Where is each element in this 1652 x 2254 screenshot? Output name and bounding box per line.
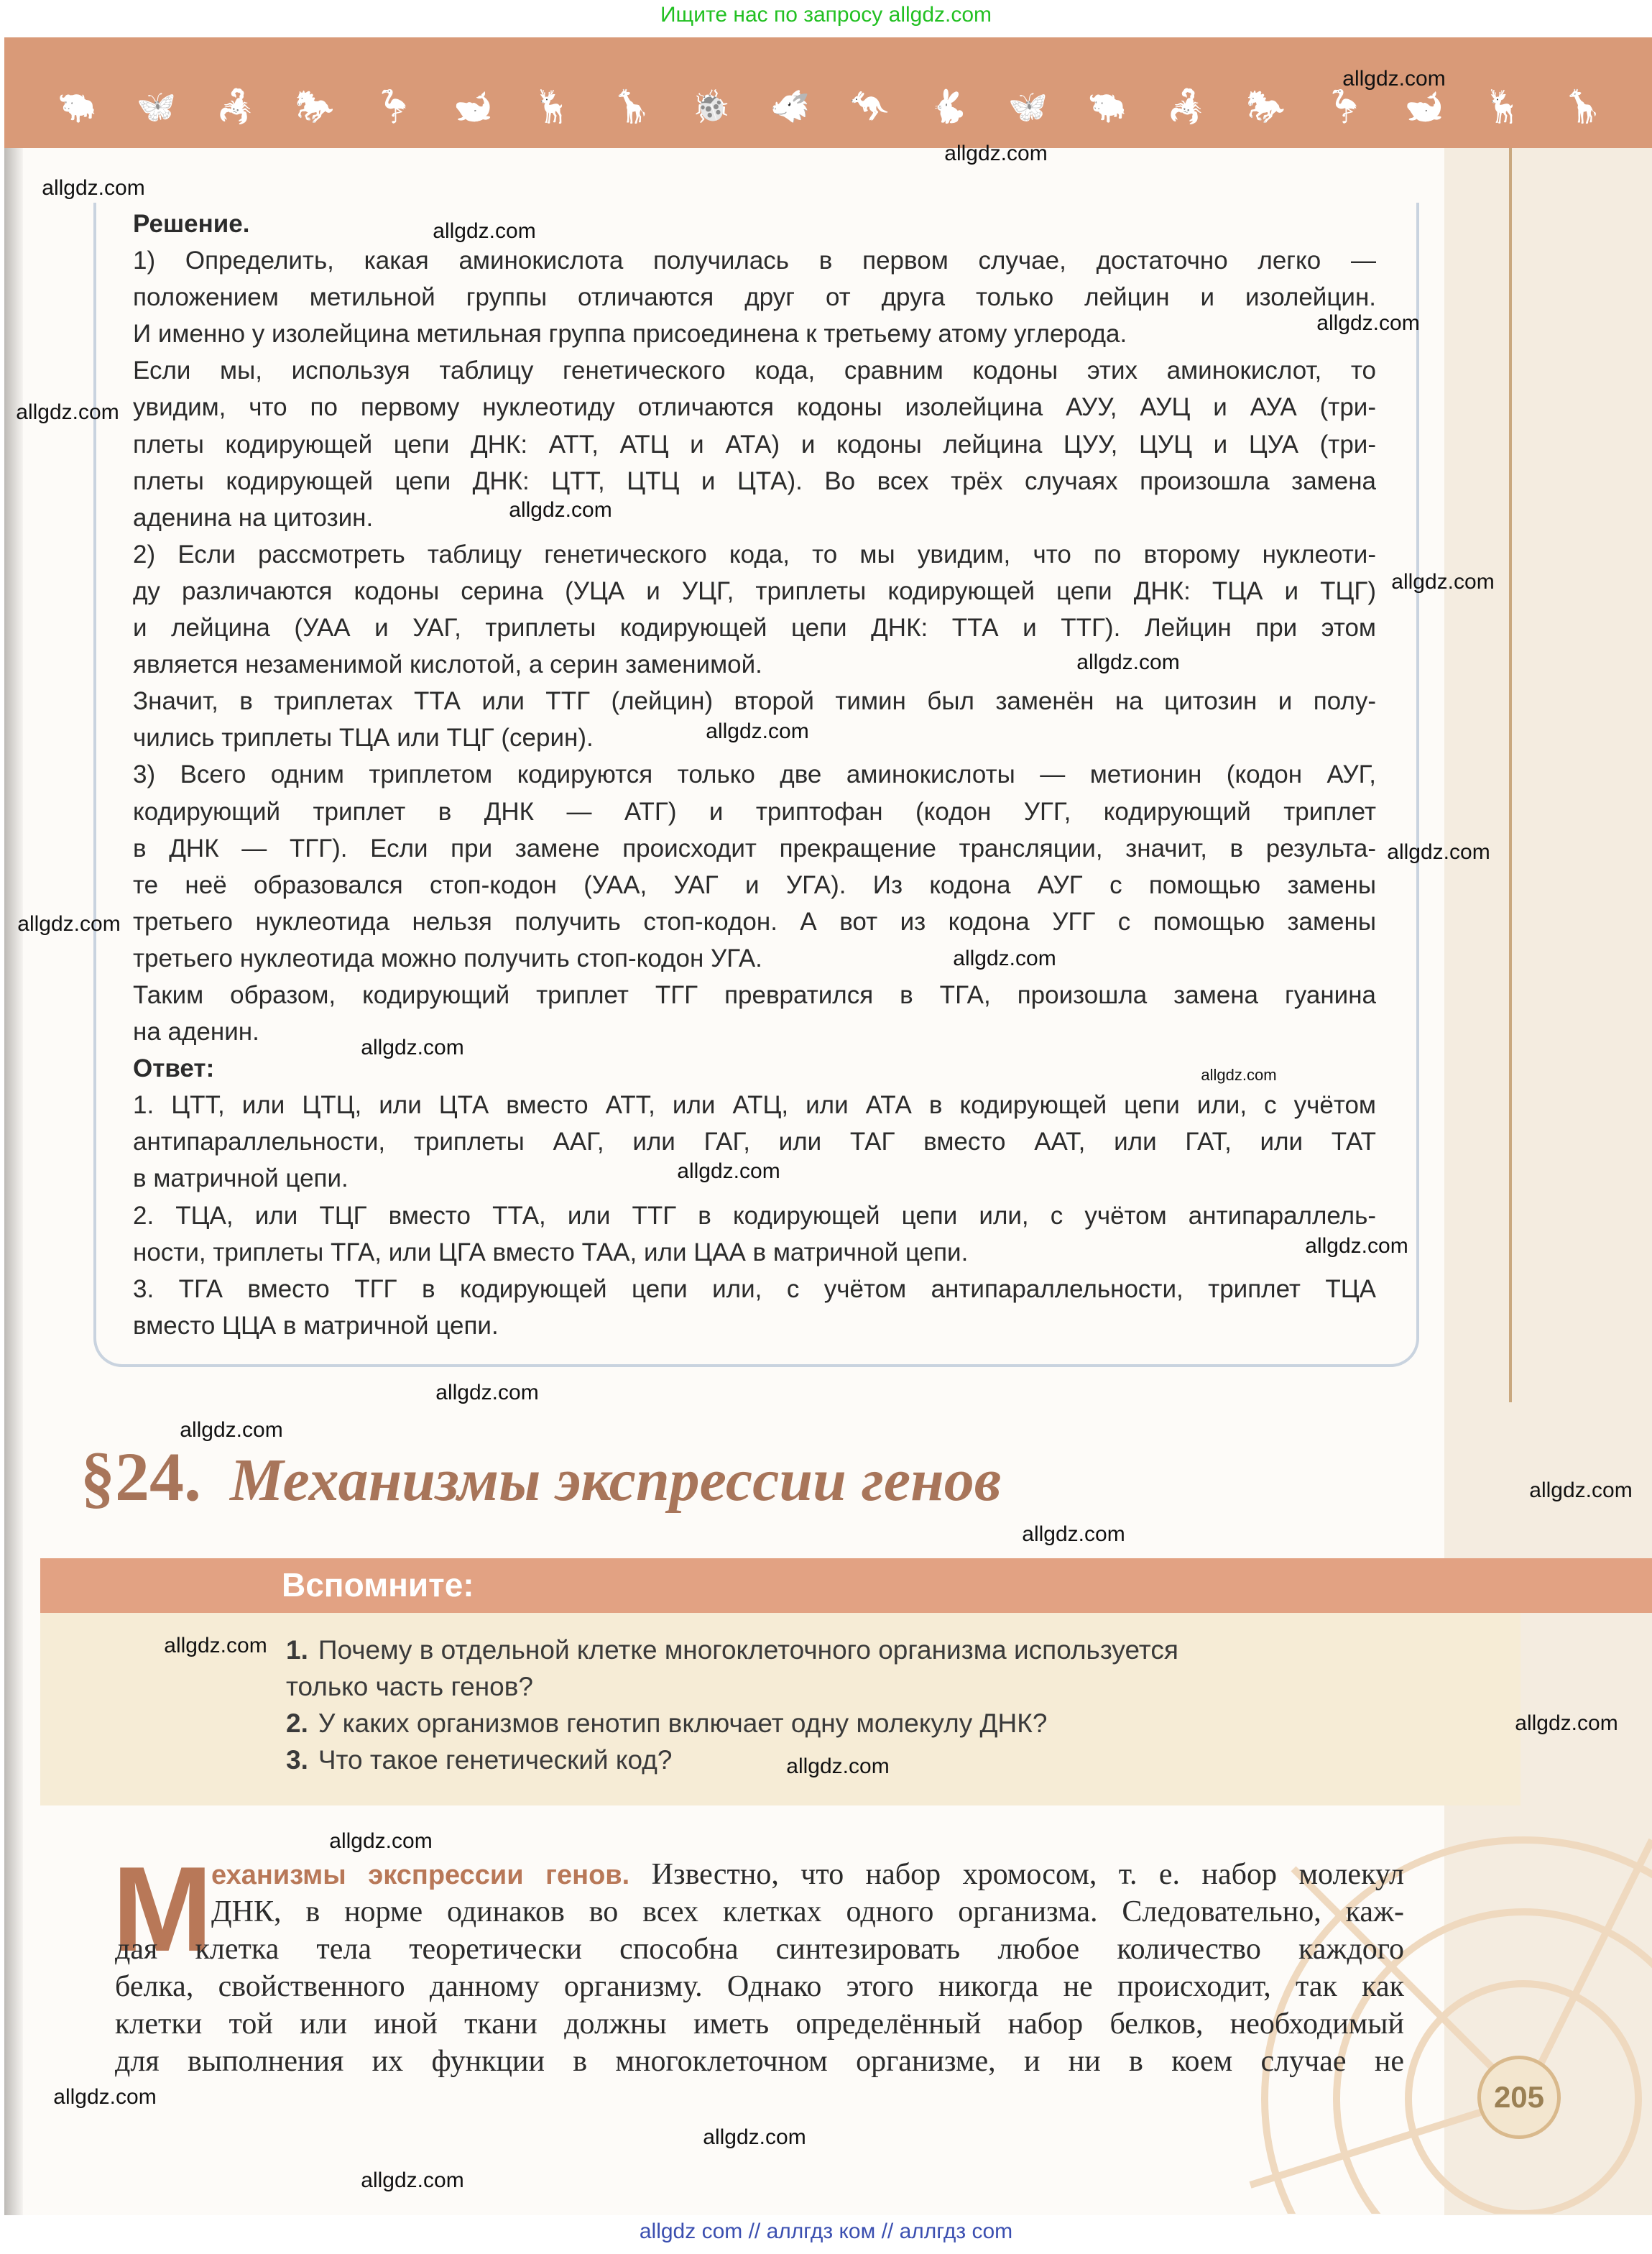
watermark: allgdz.com: [361, 2168, 464, 2192]
solution-line: ности, триплеты ТГА, или ЦГА вместо ТАА, или ЦАА в матричной цепи.: [133, 1238, 969, 1266]
solution-line: и лейцина (УАА и УАГ, триплеты кодирующей цепи ДНК: ТТА и ТТГ). Лейцин при этом: [133, 614, 1376, 643]
watermark: allgdz.com: [361, 1036, 464, 1059]
solution-line: в матричной цепи.: [133, 1164, 349, 1193]
solution-line: И именно у изолейцина метильная группа присоединена к третьему атому углерода.: [133, 320, 1127, 349]
watermark: allgdz.com: [180, 1418, 283, 1442]
body-line: [211, 1856, 1404, 1893]
solution-line: антипараллельности, триплеты ААГ, или ГАГ, или ТАГ вместо ААТ, или ГАТ, или ТАТ: [133, 1128, 1376, 1156]
question-text: Почему в отдельной клетке многоклеточного организма используется: [318, 1635, 1178, 1665]
solution-line: плеты кодирующей цепи ДНК: ЦТТ, ЦТЦ и ЦТА). Во всех трёх случаях произошла замена: [133, 466, 1376, 495]
solution-line: 3. ТГА вместо ТГГ в кодирующей цепи или, с учётом антипараллельности, триплет ТЦА: [133, 1274, 1376, 1303]
watermark: allgdz.com: [1515, 1711, 1618, 1735]
watermark: allgdz.com: [703, 2125, 806, 2149]
question-text: У каких организмов генотип включает одну молекулу ДНК?: [318, 1708, 1048, 1738]
watermark: allgdz.com: [509, 498, 612, 522]
animal-silhouette-icon: 🐎: [1245, 89, 1286, 124]
solution-line: 1. ЦТТ, или ЦТЦ, или ЦТА вместо АТТ, или АТЦ, или АТА в кодирующей цепи или, с учётом: [133, 1091, 1376, 1120]
solution-line: увидим, что по первому нуклеотиду отличаются кодоны изолейцина АУУ, АУЦ и АУА (три-: [133, 393, 1376, 422]
watermark: allgdz.com: [435, 1381, 539, 1404]
question-number: 2.: [286, 1708, 308, 1738]
watermark: allgdz.com: [17, 912, 121, 936]
solution-line: третьего нуклеотида нельзя получить стоп-кодон. А вот из кодона УГГ с помощью замены: [133, 907, 1376, 936]
top-banner[interactable]: Ищите нас по запросу allgdz.com: [660, 3, 992, 27]
animal-silhouette-icon: 🦂: [216, 89, 256, 124]
solution-line: 2. ТЦА, или ТЦГ вместо ТТА, или ТТГ в кодирующей цепи или, с учётом антипараллель-: [133, 1201, 1376, 1230]
body-line: белка, свойственного данному организму. Однако этого никогда не происходит, так как: [115, 1970, 1404, 2003]
animal-silhouette-icon: 🦂: [1166, 89, 1206, 124]
watermark: allgdz.com: [433, 219, 536, 243]
animal-silhouette-icon: 🐋: [453, 89, 494, 124]
watermark: allgdz.com: [1529, 1478, 1633, 1502]
solution-line: вместо ЦЦА в матричной цепи.: [133, 1311, 499, 1340]
animal-silhouette-icon: 🦩: [374, 89, 414, 124]
solution-line: является незаменимой кислотой, а серин заменимой.: [133, 650, 762, 679]
watermark: allgdz.com: [1387, 840, 1490, 864]
animal-silhouette-icon: 🐇: [928, 89, 969, 124]
animal-silhouette-icon: 🐃: [57, 89, 97, 124]
solution-line: 3) Всего одним триплетом кодируются только две аминокислоты — метионин (кодон АУГ,: [133, 760, 1376, 789]
body-line: клетки той или иной ткани должны иметь определённый набор белков, необходимый: [115, 2007, 1404, 2041]
animal-silhouette-icon: 🦌: [532, 89, 573, 124]
animal-silhouette-icon: 🦘: [849, 89, 890, 124]
watermark: allgdz.com: [1022, 1522, 1125, 1546]
section-number: §24.: [80, 1438, 201, 1515]
question-number: 3.: [286, 1745, 308, 1775]
animal-silhouette-icon: 🦒: [612, 89, 652, 124]
animal-silhouette-icon: 🦋: [1008, 89, 1048, 124]
solution-line: третьего нуклеотида можно получить стоп-кодон УГА.: [133, 944, 762, 972]
solution-line: аденина на цитозин.: [133, 503, 374, 532]
watermark: allgdz.com: [53, 2085, 157, 2109]
solution-line: 1) Определить, какая аминокислота получилась в первом случае, достаточно легко —: [133, 247, 1376, 275]
animal-silhouette-icon: 🐎: [295, 89, 335, 124]
watermark: allgdz.com: [1316, 311, 1420, 335]
question-item: [286, 1632, 1178, 1668]
watermark: allgdz.com: [1201, 1066, 1277, 1084]
watermark: allgdz.com: [1391, 570, 1495, 594]
watermark: allgdz.com: [329, 1829, 433, 1853]
watermark: allgdz.com: [677, 1159, 780, 1183]
section-heading: [80, 1438, 1002, 1533]
animal-silhouette-icon: 🐞: [691, 89, 731, 124]
animal-silhouette-icon: 🐃: [1087, 89, 1127, 124]
watermark: allgdz.com: [164, 1634, 267, 1657]
body-text: [115, 1856, 1404, 2080]
remember-questions: [286, 1632, 1178, 1778]
solution-line: на аденин.: [133, 1018, 259, 1046]
question-text: только часть генов?: [286, 1672, 533, 1701]
solution-line: 2) Если рассмотреть таблицу генетического кода, то мы увидим, что по второму нуклеоти-: [133, 540, 1376, 569]
page-gutter: [4, 37, 23, 2215]
solution-line: положением метильной группы отличаются друг от друга только лейцин и изолейцин.: [133, 283, 1376, 312]
page-number: 205: [1477, 2056, 1561, 2139]
solution-line: плеты кодирующей цепи ДНК: АТТ, АТЦ и АТА) и кодоны лейцина ЦУУ, ЦУЦ и ЦУА (три-: [133, 430, 1376, 459]
solution-line: те неё образовался стоп-кодон (УАА, УАГ и УГА). Из кодона АУГ с помощью замены: [133, 870, 1376, 899]
solution-line: Если мы, используя таблицу генетического кода, сравним кодоны этих аминокислот, то: [133, 356, 1376, 385]
footer-links[interactable]: allgdz com // аллгдз ком // аллгдз com: [639, 2220, 1013, 2243]
solution-line: Таким образом, кодирующий триплет ТГГ превратился в ТГА, произошла замена гуанина: [133, 980, 1376, 1009]
watermark: allgdz.com: [1305, 1234, 1408, 1258]
solution-line: кодирующий триплет в ДНК — АТГ) и триптофан (кодон УГГ, кодирующий триплет: [133, 797, 1376, 826]
watermark: allgdz.com: [786, 1754, 890, 1778]
animal-silhouette-icon: 🦌: [1483, 89, 1523, 124]
margin-divider: [1509, 148, 1512, 1402]
remember-title: Вспомните:: [282, 1566, 474, 1604]
watermark: allgdz.com: [706, 719, 809, 743]
solution-line: в ДНК — ТГГ). Если при замене происходит прекращение трансляции, значит, в результа-: [133, 834, 1376, 862]
watermark: allgdz.com: [944, 142, 1048, 165]
section-title: Механизмы экспрессии генов: [230, 1447, 1002, 1514]
animal-silhouettes-decoration: [57, 88, 1602, 125]
watermark: allgdz.com: [953, 947, 1056, 970]
solution-line: Значит, в триплетах ТТА или ТТГ (лейцин) второй тимин был заменён на цитозин и полу-: [133, 687, 1376, 716]
animal-silhouette-icon: 🦩: [1325, 89, 1365, 124]
watermark: allgdz.com: [1076, 650, 1180, 674]
question-number: 1.: [286, 1635, 308, 1665]
body-line: для выполнения их функции в многоклеточном организме, и ни в коем случае не: [115, 2045, 1404, 2078]
solution-line: ду различаются кодоны серина (УЦА и УЦГ, триплеты кодирующей цепи ДНК: ТЦА и ТЦГ): [133, 576, 1376, 605]
question-text: Что такое генетический код?: [318, 1745, 673, 1775]
question-item: [286, 1705, 1178, 1742]
solution-heading: Решение.: [133, 210, 250, 238]
animal-silhouette-icon: 🦒: [1563, 89, 1602, 124]
animal-silhouette-icon: 🦋: [137, 89, 177, 124]
body-line: ДНК, в норме одинаков во всех клетках одного организма. Следовательно, каж-: [211, 1895, 1404, 1928]
animal-silhouette-icon: 🐋: [1404, 89, 1444, 124]
animal-silhouette-icon: 🐗: [770, 89, 811, 124]
solution-line: чились триплеты ТЦА или ТЦГ (серин).: [133, 724, 594, 753]
body-line: дая клетка тела теоретически способна синтезировать любое количество каждого: [115, 1933, 1404, 1966]
question-item: [286, 1742, 1178, 1778]
watermark: allgdz.com: [16, 400, 119, 424]
solution-heading: Ответ:: [133, 1054, 215, 1083]
drop-cap: М: [112, 1841, 213, 1977]
lead-in: еханизмы экспрессии генов.: [211, 1860, 630, 1890]
question-item-cont: [286, 1668, 1178, 1705]
body-line-text: Известно, что набор хромосом, т. е. набор молекул: [651, 1858, 1404, 1891]
watermark: allgdz.com: [1342, 67, 1446, 91]
watermark: allgdz.com: [42, 176, 145, 200]
